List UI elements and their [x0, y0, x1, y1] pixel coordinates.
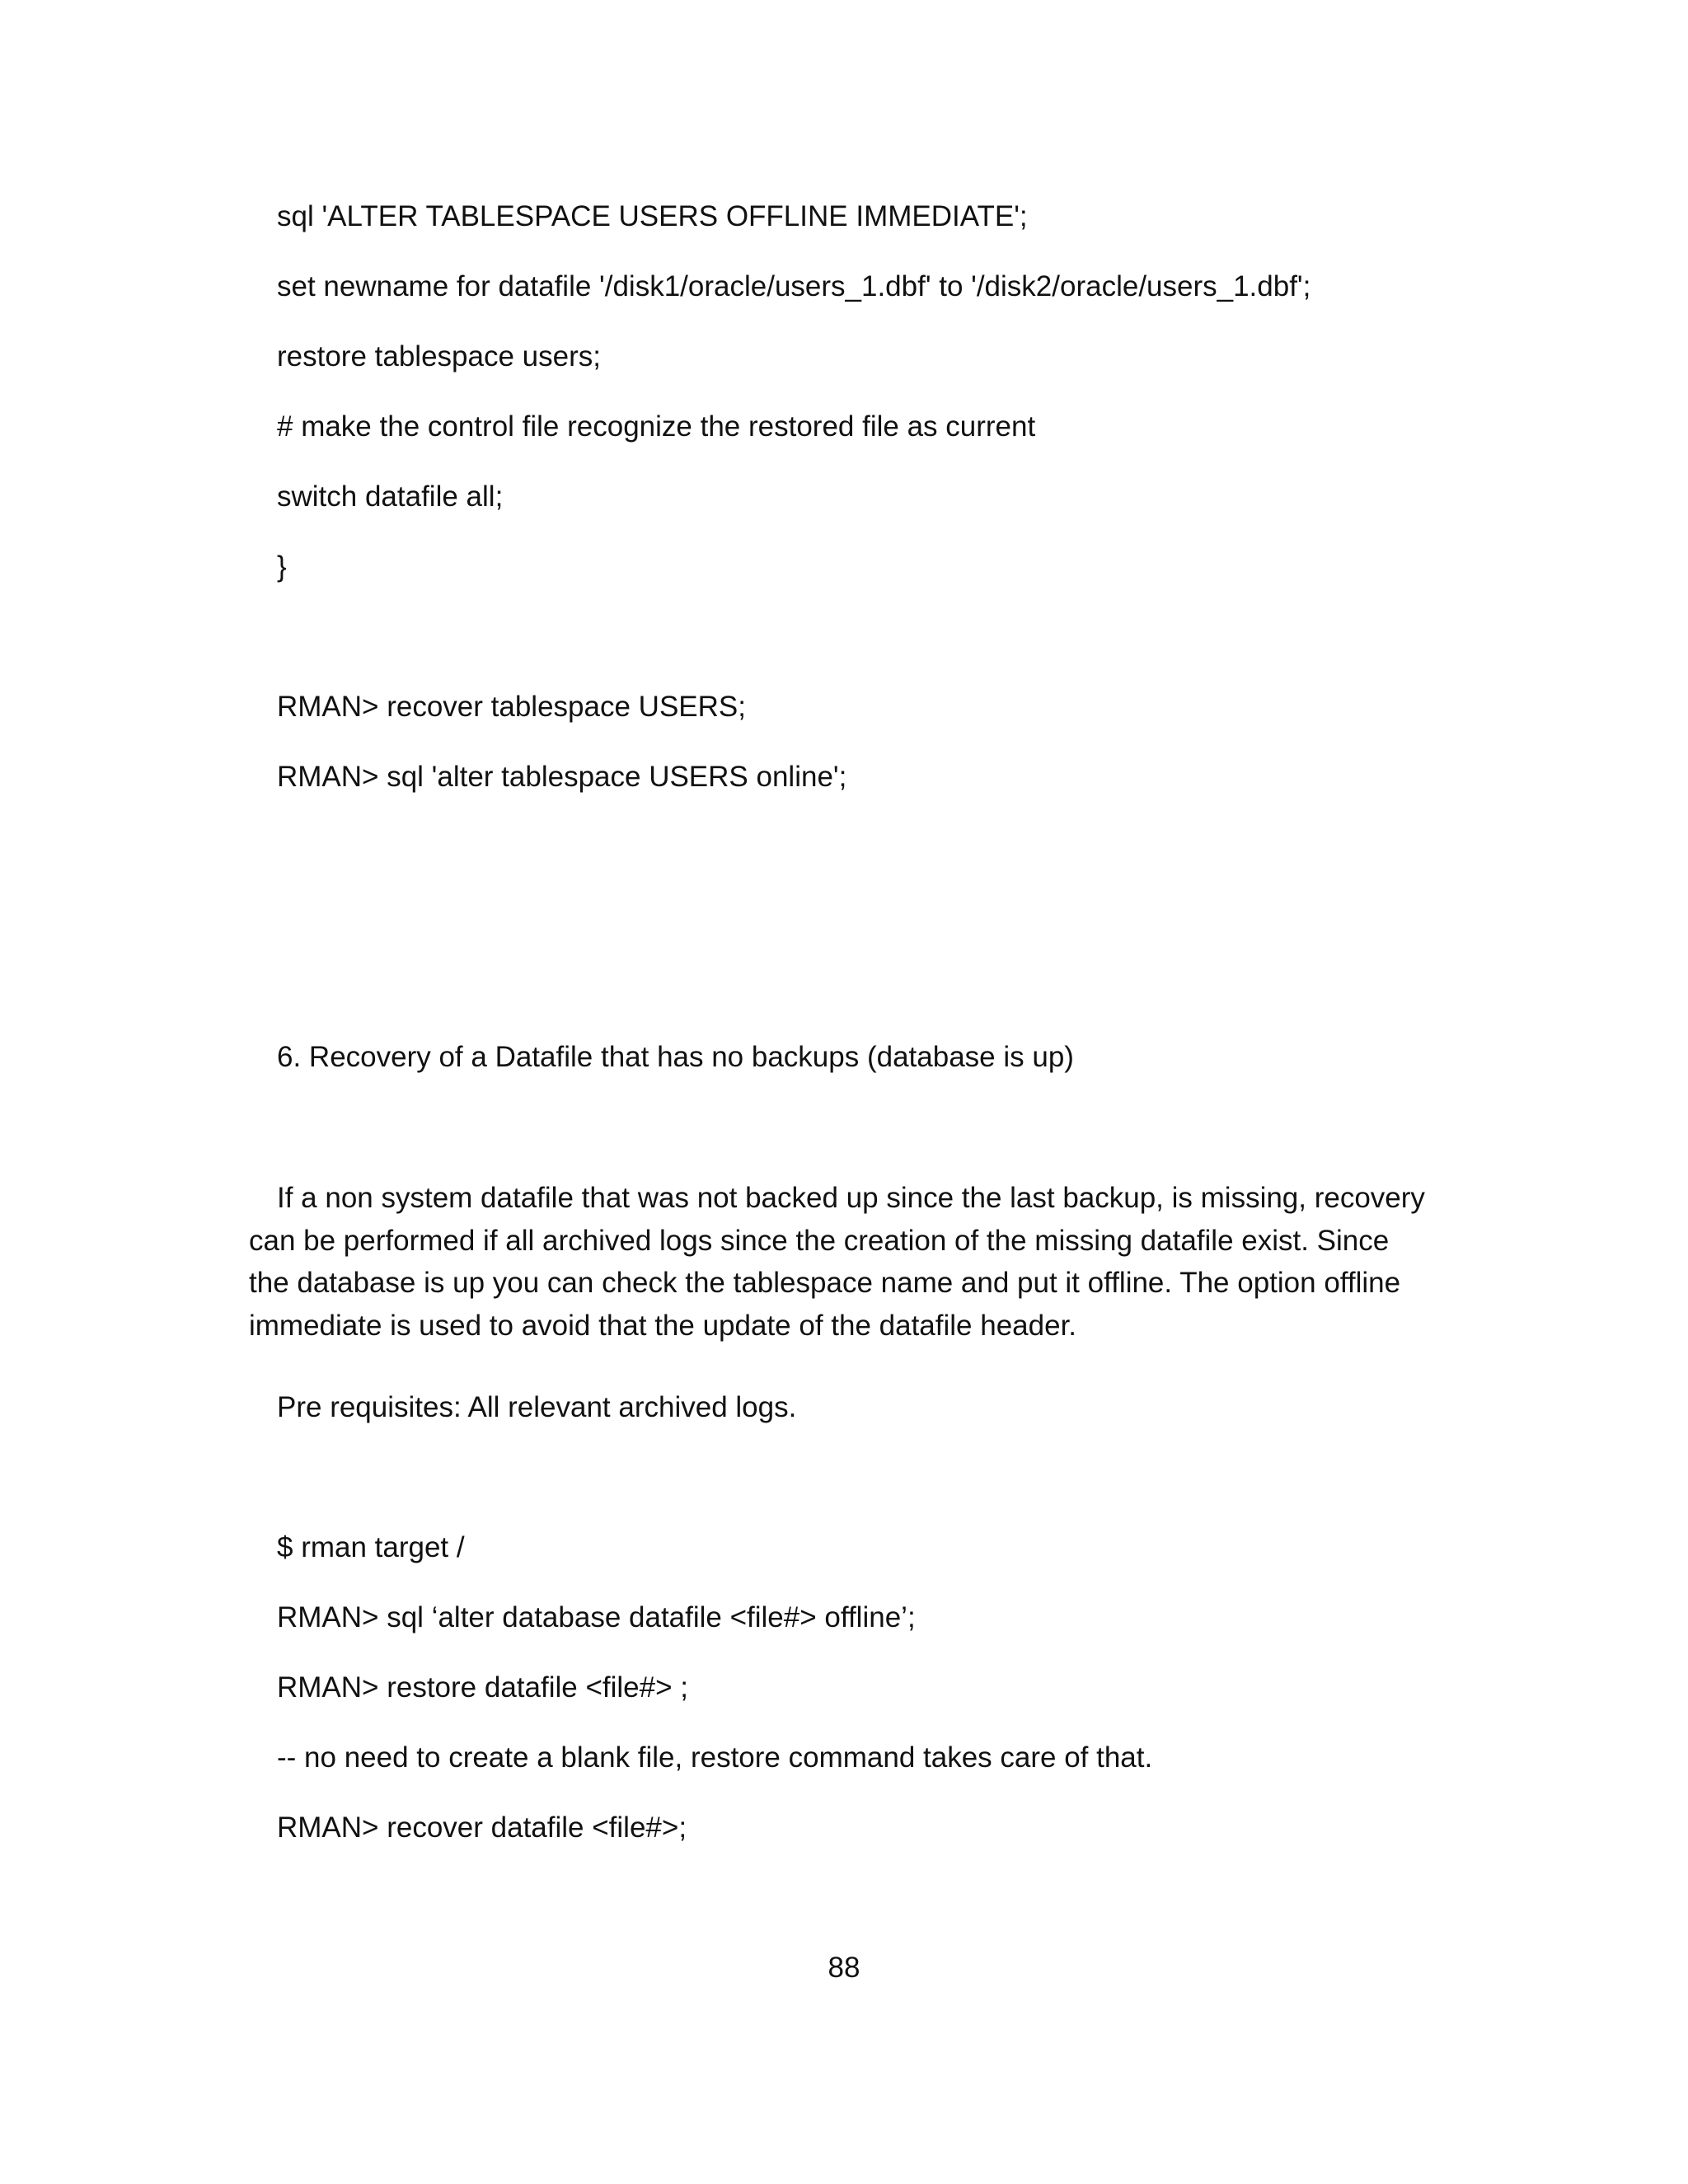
code-line-recover-datafile: RMAN> recover datafile <file#>;: [277, 1811, 687, 1844]
code-line-restore-datafile: RMAN> restore datafile <file#> ;: [277, 1671, 688, 1704]
code-line-set-newname: set newname for datafile '/disk1/oracle/users_1.dbf' to '/disk2/oracle/users_1.dbf';: [277, 270, 1311, 302]
code-line-switch-datafile: switch datafile all;: [277, 480, 504, 513]
body-paragraph: If a non system datafile that was not backed up since the last backup, is missing, recovery can be performed if all archived logs since the creation of the missing datafile exist. Since the database is up you can check the tablespace name and put it offline. The option offline immediate is used to avoid that the update of the datafile header.: [249, 1182, 1425, 1342]
code-line-sql-offline: sql 'ALTER TABLESPACE USERS OFFLINE IMMEDIATE';: [277, 200, 1028, 232]
prerequisites-line: Pre requisites: All relevant archived logs.: [277, 1391, 797, 1423]
page-number: 88: [828, 1952, 860, 1984]
code-line-restore-tablespace: restore tablespace users;: [277, 340, 601, 373]
code-line-recover-tablespace: RMAN> recover tablespace USERS;: [277, 691, 746, 723]
code-line-tablespace-online: RMAN> sql 'alter tablespace USERS online';: [277, 761, 847, 793]
code-line-closing-brace: }: [277, 551, 287, 583]
section-heading: 6. Recovery of a Datafile that has no backups (database is up): [277, 1041, 1074, 1073]
code-line-rman-target: $ rman target /: [277, 1531, 465, 1563]
code-comment-no-blank-file: -- no need to create a blank file, restore command takes care of that.: [277, 1741, 1153, 1774]
code-comment-control-file: # make the control file recognize the restored file as current: [277, 410, 1036, 443]
code-line-datafile-offline: RMAN> sql ‘alter database datafile <file#> offline’;: [277, 1601, 916, 1633]
